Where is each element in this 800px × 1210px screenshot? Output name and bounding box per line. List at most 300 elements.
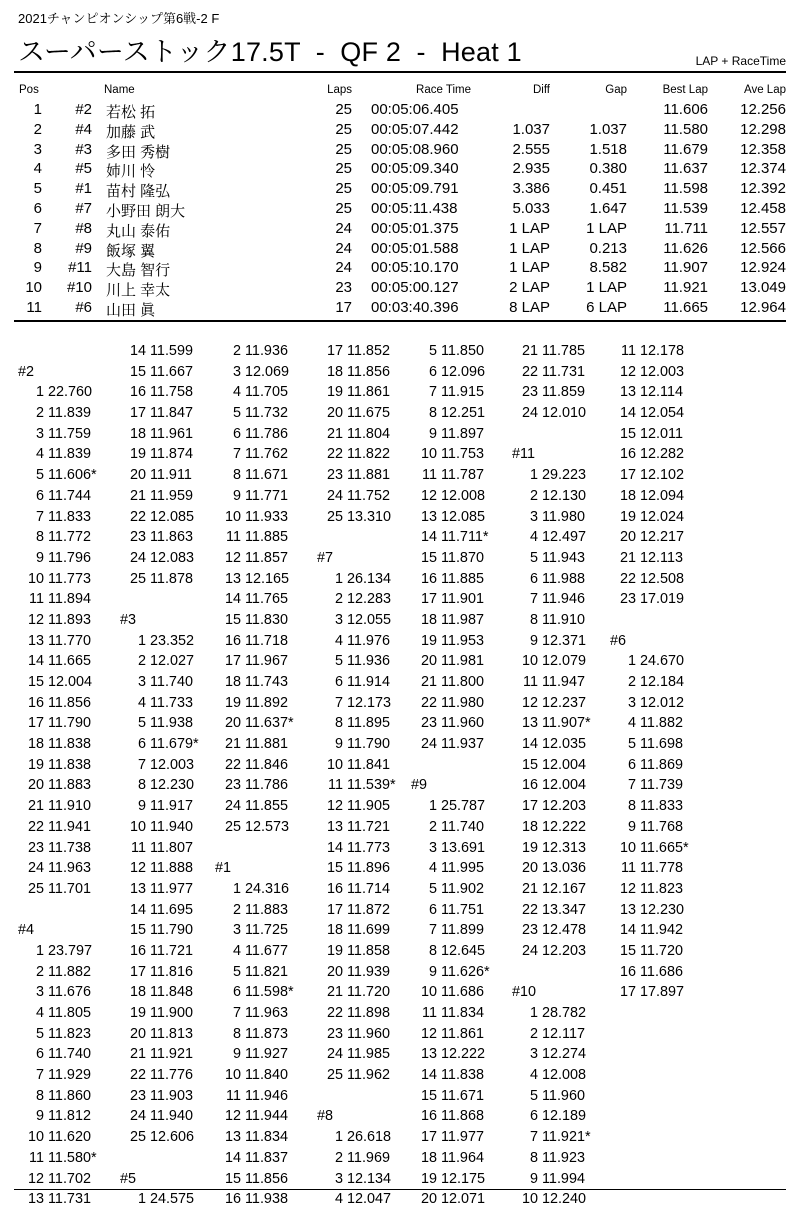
result-name: 山田 眞	[106, 302, 156, 319]
result-gap: 0.213	[589, 239, 627, 257]
lap-time: 11.847	[150, 405, 193, 422]
result-gap: 1 LAP	[586, 219, 627, 237]
lap-time-entry	[215, 382, 294, 403]
lap-number: 9	[232, 487, 241, 504]
result-gap: 1 LAP	[586, 279, 627, 297]
lap-time: 12.047	[347, 1191, 392, 1208]
lap-number: 25	[129, 570, 146, 587]
lap-time-entry	[411, 693, 490, 714]
result-name: 川上 幸太	[106, 282, 171, 300]
lap-time: 12.173	[347, 694, 392, 711]
lap-time-entry	[411, 569, 490, 590]
lap-time-entry	[120, 486, 199, 507]
result-pos: 10	[25, 279, 42, 297]
lap-time: 11.905	[347, 798, 390, 815]
lap-time: 11.896	[347, 860, 390, 877]
lap-number: 20	[420, 1191, 437, 1208]
result-gap: 1.647	[589, 200, 627, 217]
lap-time: 11.800	[441, 674, 484, 690]
lap-time: 11.901	[441, 591, 484, 608]
lap-time-entry	[610, 589, 689, 610]
lap-time-entry	[215, 672, 294, 693]
result-diff: 3.386	[512, 180, 550, 198]
lap-time: 11.985	[347, 1046, 390, 1063]
result-best: 11.907	[663, 259, 708, 277]
lap-number: 2	[232, 901, 241, 918]
result-time: 00:05:09.791	[371, 180, 459, 198]
lap-number: 18	[129, 425, 146, 442]
lap-time-entry	[215, 465, 294, 486]
lap-time: 12.079	[542, 653, 587, 670]
result-row	[0, 180, 800, 201]
lap-time: 11.900	[150, 1005, 193, 1021]
lap-time: 12.010	[542, 405, 587, 422]
lap-time: 11.995	[441, 860, 484, 877]
lap-time-entry	[18, 1086, 97, 1107]
lap-time: 12.094	[640, 487, 685, 504]
lap-time: 11.976	[347, 632, 390, 649]
lap-time: 12.222	[542, 818, 587, 835]
lap-number: 17	[224, 653, 241, 670]
lap-time: 17.897	[640, 984, 685, 1001]
lap-number: 2	[529, 1025, 538, 1042]
result-name: 小野田 朗大	[106, 203, 186, 220]
lap-time-entry	[18, 1189, 97, 1210]
lap-time-entry	[18, 734, 97, 755]
lap-time-entry	[120, 631, 199, 652]
lap-time: 11.915	[441, 384, 484, 401]
lap-number: 6	[35, 487, 44, 504]
result-best: 11.679	[663, 140, 708, 158]
lap-time-entry	[18, 1169, 97, 1190]
lap-number: 5	[529, 1087, 538, 1104]
lap-time-entry	[610, 693, 689, 714]
lap-number: 8	[35, 529, 44, 546]
lap-number: 2	[334, 1149, 343, 1166]
lap-time-entry	[120, 838, 199, 859]
spacer	[317, 527, 396, 548]
lap-time-entry	[317, 672, 396, 693]
lap-time-entry	[411, 734, 490, 755]
lap-time-entry	[18, 548, 97, 569]
lap-number: 24	[27, 860, 44, 877]
lap-number: 19	[129, 446, 146, 463]
result-laps: 25	[335, 140, 352, 158]
lap-time-entry	[610, 527, 689, 548]
lap-number: 24	[420, 736, 437, 753]
lap-time: 12.217	[640, 529, 685, 546]
lap-time: 11.937	[441, 736, 484, 753]
event-name: 2021チャンピオンシップ第6戦-2 F	[18, 11, 220, 26]
lap-column	[215, 341, 294, 1210]
lap-time-entry	[215, 900, 294, 921]
lap-time-entry	[610, 713, 689, 734]
lap-time-entry	[317, 920, 396, 941]
lap-time: 11.778	[640, 860, 683, 877]
lap-number: 4	[35, 446, 44, 463]
lap-time: 11.894	[48, 591, 91, 608]
col-name: Name	[104, 84, 135, 96]
lap-time: 11.665*	[640, 839, 689, 856]
lap-time-entry	[120, 693, 199, 714]
lap-time: 11.838	[441, 1067, 484, 1084]
result-laps: 17	[335, 299, 352, 316]
lap-time-entry	[317, 382, 396, 403]
lap-number: 12	[224, 1108, 241, 1125]
lap-number: 11	[226, 1087, 241, 1104]
lap-number: 6	[627, 756, 636, 773]
lap-number: 8	[529, 1149, 538, 1166]
lap-time-entry	[120, 507, 199, 528]
result-ave: 12.924	[740, 259, 786, 277]
result-row	[0, 279, 800, 300]
lap-number: 10	[521, 653, 538, 670]
lap-number: 23	[129, 1087, 146, 1104]
lap-time: 11.686	[640, 963, 683, 980]
lap-number: 1	[137, 632, 146, 649]
lap-time: 12.274	[542, 1046, 587, 1063]
lap-time-entry	[18, 1044, 97, 1065]
lap-number: 15	[619, 942, 636, 959]
result-gap: 8.582	[589, 259, 627, 277]
lap-time: 11.720	[640, 942, 683, 959]
lap-number: 8	[428, 405, 437, 422]
result-ave: 12.298	[740, 120, 786, 138]
result-best: 11.626	[663, 239, 708, 257]
lap-time-entry	[120, 362, 199, 383]
lap-time-entry	[411, 713, 490, 734]
lap-time-entry	[411, 1169, 490, 1190]
lap-number: 5	[35, 1025, 44, 1042]
lap-time-entry	[317, 713, 396, 734]
lap-time: 23.352	[150, 632, 195, 649]
lap-time: 12.282	[640, 446, 685, 463]
lap-time: 12.117	[542, 1025, 585, 1042]
lap-time-entry	[120, 920, 199, 941]
lap-time-entry	[411, 796, 490, 817]
lap-number: 5	[232, 963, 241, 980]
lap-number: 15	[619, 425, 636, 442]
lap-time-entry	[215, 1044, 294, 1065]
lap-time-entry	[120, 1044, 199, 1065]
lap-time-entry	[215, 424, 294, 445]
lap-time-entry	[215, 755, 294, 776]
lap-time-entry	[215, 403, 294, 424]
lap-time: 11.759	[48, 425, 91, 442]
lap-time-entry	[317, 755, 396, 776]
lap-column	[18, 341, 97, 1210]
lap-time-entry	[18, 424, 97, 445]
lap-time: 11.765	[245, 591, 288, 608]
lap-time: 12.024	[640, 508, 685, 525]
result-pos: 1	[33, 101, 42, 118]
lap-time-entry	[18, 569, 97, 590]
result-diff: 5.033	[512, 200, 550, 217]
lap-number: 11	[422, 467, 437, 484]
lap-number: 17	[420, 1129, 437, 1146]
lap-time-entry	[18, 444, 97, 465]
result-pos: 5	[33, 180, 42, 198]
lap-number: 21	[27, 798, 44, 815]
lap-time-entry	[512, 569, 591, 590]
lap-number: 13	[420, 1046, 437, 1063]
lap-time-entry	[411, 548, 490, 569]
col-pos: Pos	[19, 84, 39, 96]
lap-time: 11.898	[347, 1005, 390, 1021]
lap-time: 11.711*	[441, 529, 489, 546]
lap-time-entry	[215, 713, 294, 734]
lap-time-entry	[512, 486, 591, 507]
lap-time: 12.184	[640, 674, 685, 690]
lap-time: 11.816	[150, 963, 193, 980]
lap-time-entry	[411, 1148, 490, 1169]
lap-time: 11.821	[245, 963, 288, 980]
lap-time-entry	[120, 527, 199, 548]
result-gap: 6 LAP	[586, 299, 627, 316]
lap-time: 11.837	[245, 1149, 288, 1166]
lap-number: 10	[521, 1191, 538, 1208]
lap-number: 16	[224, 1191, 241, 1208]
lap-number: 24	[326, 487, 343, 504]
lap-time-entry	[411, 920, 490, 941]
lap-time: 11.963	[48, 860, 91, 877]
lap-time-entry	[610, 879, 689, 900]
lap-time-entry	[317, 982, 396, 1003]
lap-number: 7	[232, 446, 241, 463]
result-best: 11.637	[663, 160, 708, 178]
lap-time-entry	[18, 693, 97, 714]
lap-number: 23	[521, 384, 538, 401]
result-pos: 9	[33, 259, 42, 277]
result-time: 00:05:08.960	[371, 140, 459, 158]
lap-time-entry	[317, 817, 396, 838]
lap-time-entry	[512, 1003, 591, 1024]
lap-time-entry	[120, 1086, 199, 1107]
lap-time-entry	[317, 962, 396, 983]
lap-time: 11.861	[347, 384, 390, 401]
result-laps: 25	[335, 120, 352, 138]
lap-number: 10	[27, 570, 44, 587]
lap-time-entry	[215, 1189, 294, 1210]
lap-time: 11.940	[150, 818, 193, 835]
lap-time-entry	[512, 941, 591, 962]
lap-number: 20	[420, 653, 437, 670]
lap-number: 17	[619, 984, 636, 1001]
lap-number: 10	[420, 984, 437, 1001]
lap-time-entry	[317, 941, 396, 962]
lap-time-entry	[411, 444, 490, 465]
lap-time: 11.856	[245, 1170, 288, 1187]
lap-time: 11.881	[245, 736, 288, 753]
lap-time-entry	[317, 486, 396, 507]
lap-number: 18	[326, 922, 343, 939]
lap-number: 18	[224, 674, 241, 690]
result-laps: 25	[335, 101, 352, 118]
lap-number: 7	[35, 1067, 44, 1084]
lap-time: 11.917	[150, 798, 193, 815]
lap-time: 11.869	[640, 756, 683, 773]
lap-number: 7	[529, 591, 538, 608]
lap-number: 1	[428, 798, 437, 815]
result-diff: 1 LAP	[509, 219, 550, 237]
lap-time-entry	[610, 858, 689, 879]
lap-number: 21	[326, 984, 343, 1001]
lap-time-entry	[18, 858, 97, 879]
lap-time-entry	[215, 796, 294, 817]
lap-time: 11.977	[150, 880, 193, 897]
lap-time-entry	[411, 507, 490, 528]
lap-time: 11.860	[48, 1087, 91, 1104]
lap-number: 24	[224, 798, 241, 815]
lap-time-entry	[512, 672, 591, 693]
lap-number: 4	[137, 694, 146, 711]
result-ave: 13.049	[740, 279, 786, 297]
lap-number: 2	[529, 487, 538, 504]
result-ave: 12.964	[740, 299, 786, 316]
lap-number: 13	[27, 1191, 44, 1208]
lap-time: 11.923	[542, 1149, 585, 1166]
lap-number: 13	[521, 715, 538, 732]
lap-number: 3	[35, 425, 44, 442]
lap-time-entry	[610, 465, 689, 486]
lap-number: 21	[619, 549, 636, 566]
result-gap: 0.380	[589, 160, 627, 178]
lap-time: 11.740	[48, 1046, 91, 1063]
lap-time: 11.698	[640, 736, 683, 753]
lap-time-entry	[120, 900, 199, 921]
lap-number: 21	[129, 1046, 146, 1063]
lap-number: 11	[29, 591, 44, 608]
lap-number: 24	[326, 1046, 343, 1063]
lap-time: 11.702	[48, 1170, 91, 1187]
lap-number: 22	[619, 570, 636, 587]
lap-time-entry	[18, 527, 97, 548]
lap-time-entry	[18, 755, 97, 776]
lap-time: 11.699	[347, 922, 390, 939]
lap-number: 8	[428, 942, 437, 959]
result-ave: 12.374	[740, 160, 786, 178]
lap-number: 4	[232, 942, 241, 959]
lap-number: 9	[529, 1170, 538, 1187]
lap-number: 21	[420, 674, 437, 690]
result-laps: 25	[335, 200, 352, 217]
lap-time: 11.850	[441, 343, 484, 359]
result-diff: 8 LAP	[509, 299, 550, 316]
lap-time-entry	[120, 755, 199, 776]
lap-time-entry	[120, 424, 199, 445]
lap-number: 10	[326, 756, 343, 773]
lap-time-entry	[215, 589, 294, 610]
lap-number: 9	[35, 1108, 44, 1125]
lap-number: 6	[428, 363, 437, 380]
lap-number: 22	[521, 901, 538, 918]
lap-number: 1	[232, 880, 241, 897]
lap-number: 8	[232, 1025, 241, 1042]
driver-number-heading: #10	[512, 984, 537, 1001]
lap-time: 12.008	[542, 1067, 587, 1084]
lap-column	[610, 341, 689, 1003]
lap-number: 4	[35, 1005, 44, 1021]
lap-time-entry	[215, 941, 294, 962]
lap-time-entry	[411, 1003, 490, 1024]
lap-time: 12.237	[542, 694, 587, 711]
lap-number: 11	[226, 529, 241, 546]
result-no: #5	[75, 160, 92, 178]
lap-number: 4	[627, 715, 636, 732]
lap-number: 11	[131, 839, 146, 856]
lap-time: 11.888	[150, 860, 193, 877]
lap-time-entry	[215, 362, 294, 383]
lap-time: 11.929	[48, 1067, 91, 1084]
lap-time: 12.371	[542, 632, 587, 649]
lap-time: 11.731	[542, 363, 585, 380]
lap-number: 2	[35, 963, 44, 980]
lap-number: 8	[627, 798, 636, 815]
lap-number: 22	[326, 446, 343, 463]
lap-time: 11.980	[542, 508, 585, 525]
lap-time: 12.167	[542, 880, 587, 897]
result-name: 苗村 隆弘	[106, 183, 171, 201]
lap-number: 21	[521, 343, 538, 359]
lap-time: 11.812	[48, 1108, 91, 1125]
lap-time: 12.240	[542, 1191, 587, 1208]
lap-number: 18	[129, 984, 146, 1001]
lap-time: 11.947	[542, 674, 585, 690]
lap-time-entry	[18, 817, 97, 838]
lap-time: 12.230	[150, 777, 195, 794]
lap-time-entry	[610, 341, 689, 362]
lap-number: 25	[129, 1129, 146, 1146]
result-name: 大島 智行	[106, 262, 171, 280]
lap-time-entry	[411, 817, 490, 838]
lap-column	[512, 341, 591, 1210]
lap-time: 17.019	[640, 591, 685, 608]
lap-number: 12	[420, 1025, 437, 1042]
lap-time-entry	[120, 962, 199, 983]
lap-time: 11.599	[150, 343, 193, 359]
lap-number: 19	[129, 1005, 146, 1021]
lap-time-entry	[215, 507, 294, 528]
lap-number: 17	[521, 798, 538, 815]
lap-time: 12.203	[542, 798, 587, 815]
lap-time: 11.725	[245, 922, 288, 939]
lap-number: 8	[232, 467, 241, 484]
lap-number: 13	[27, 632, 44, 649]
lap-number: 7	[137, 756, 146, 773]
lap-time: 11.885	[441, 570, 484, 587]
lap-number: 6	[232, 984, 241, 1001]
lap-number: 15	[129, 363, 146, 380]
lap-number: 8	[334, 715, 343, 732]
lap-number: 22	[420, 694, 437, 711]
lap-time-entry	[18, 879, 97, 900]
lap-time: 12.004	[542, 777, 587, 794]
lap-number: 11	[328, 777, 343, 794]
lap-number: 2	[334, 591, 343, 608]
result-time: 00:05:10.170	[371, 259, 459, 277]
result-no: #1	[75, 180, 92, 198]
lap-number: 12	[27, 1170, 44, 1187]
lap-time-entry	[610, 651, 689, 672]
result-no: #2	[75, 101, 92, 118]
lap-time-entry	[317, 631, 396, 652]
lap-time-entry	[18, 672, 97, 693]
page-title: スーパーストック17.5T - QF 2 - Heat 1	[18, 37, 522, 67]
lap-time: 11.911	[150, 467, 192, 484]
lap-time: 11.861	[441, 1025, 484, 1042]
lap-number: 13	[326, 818, 343, 835]
lap-number: 9	[627, 818, 636, 835]
